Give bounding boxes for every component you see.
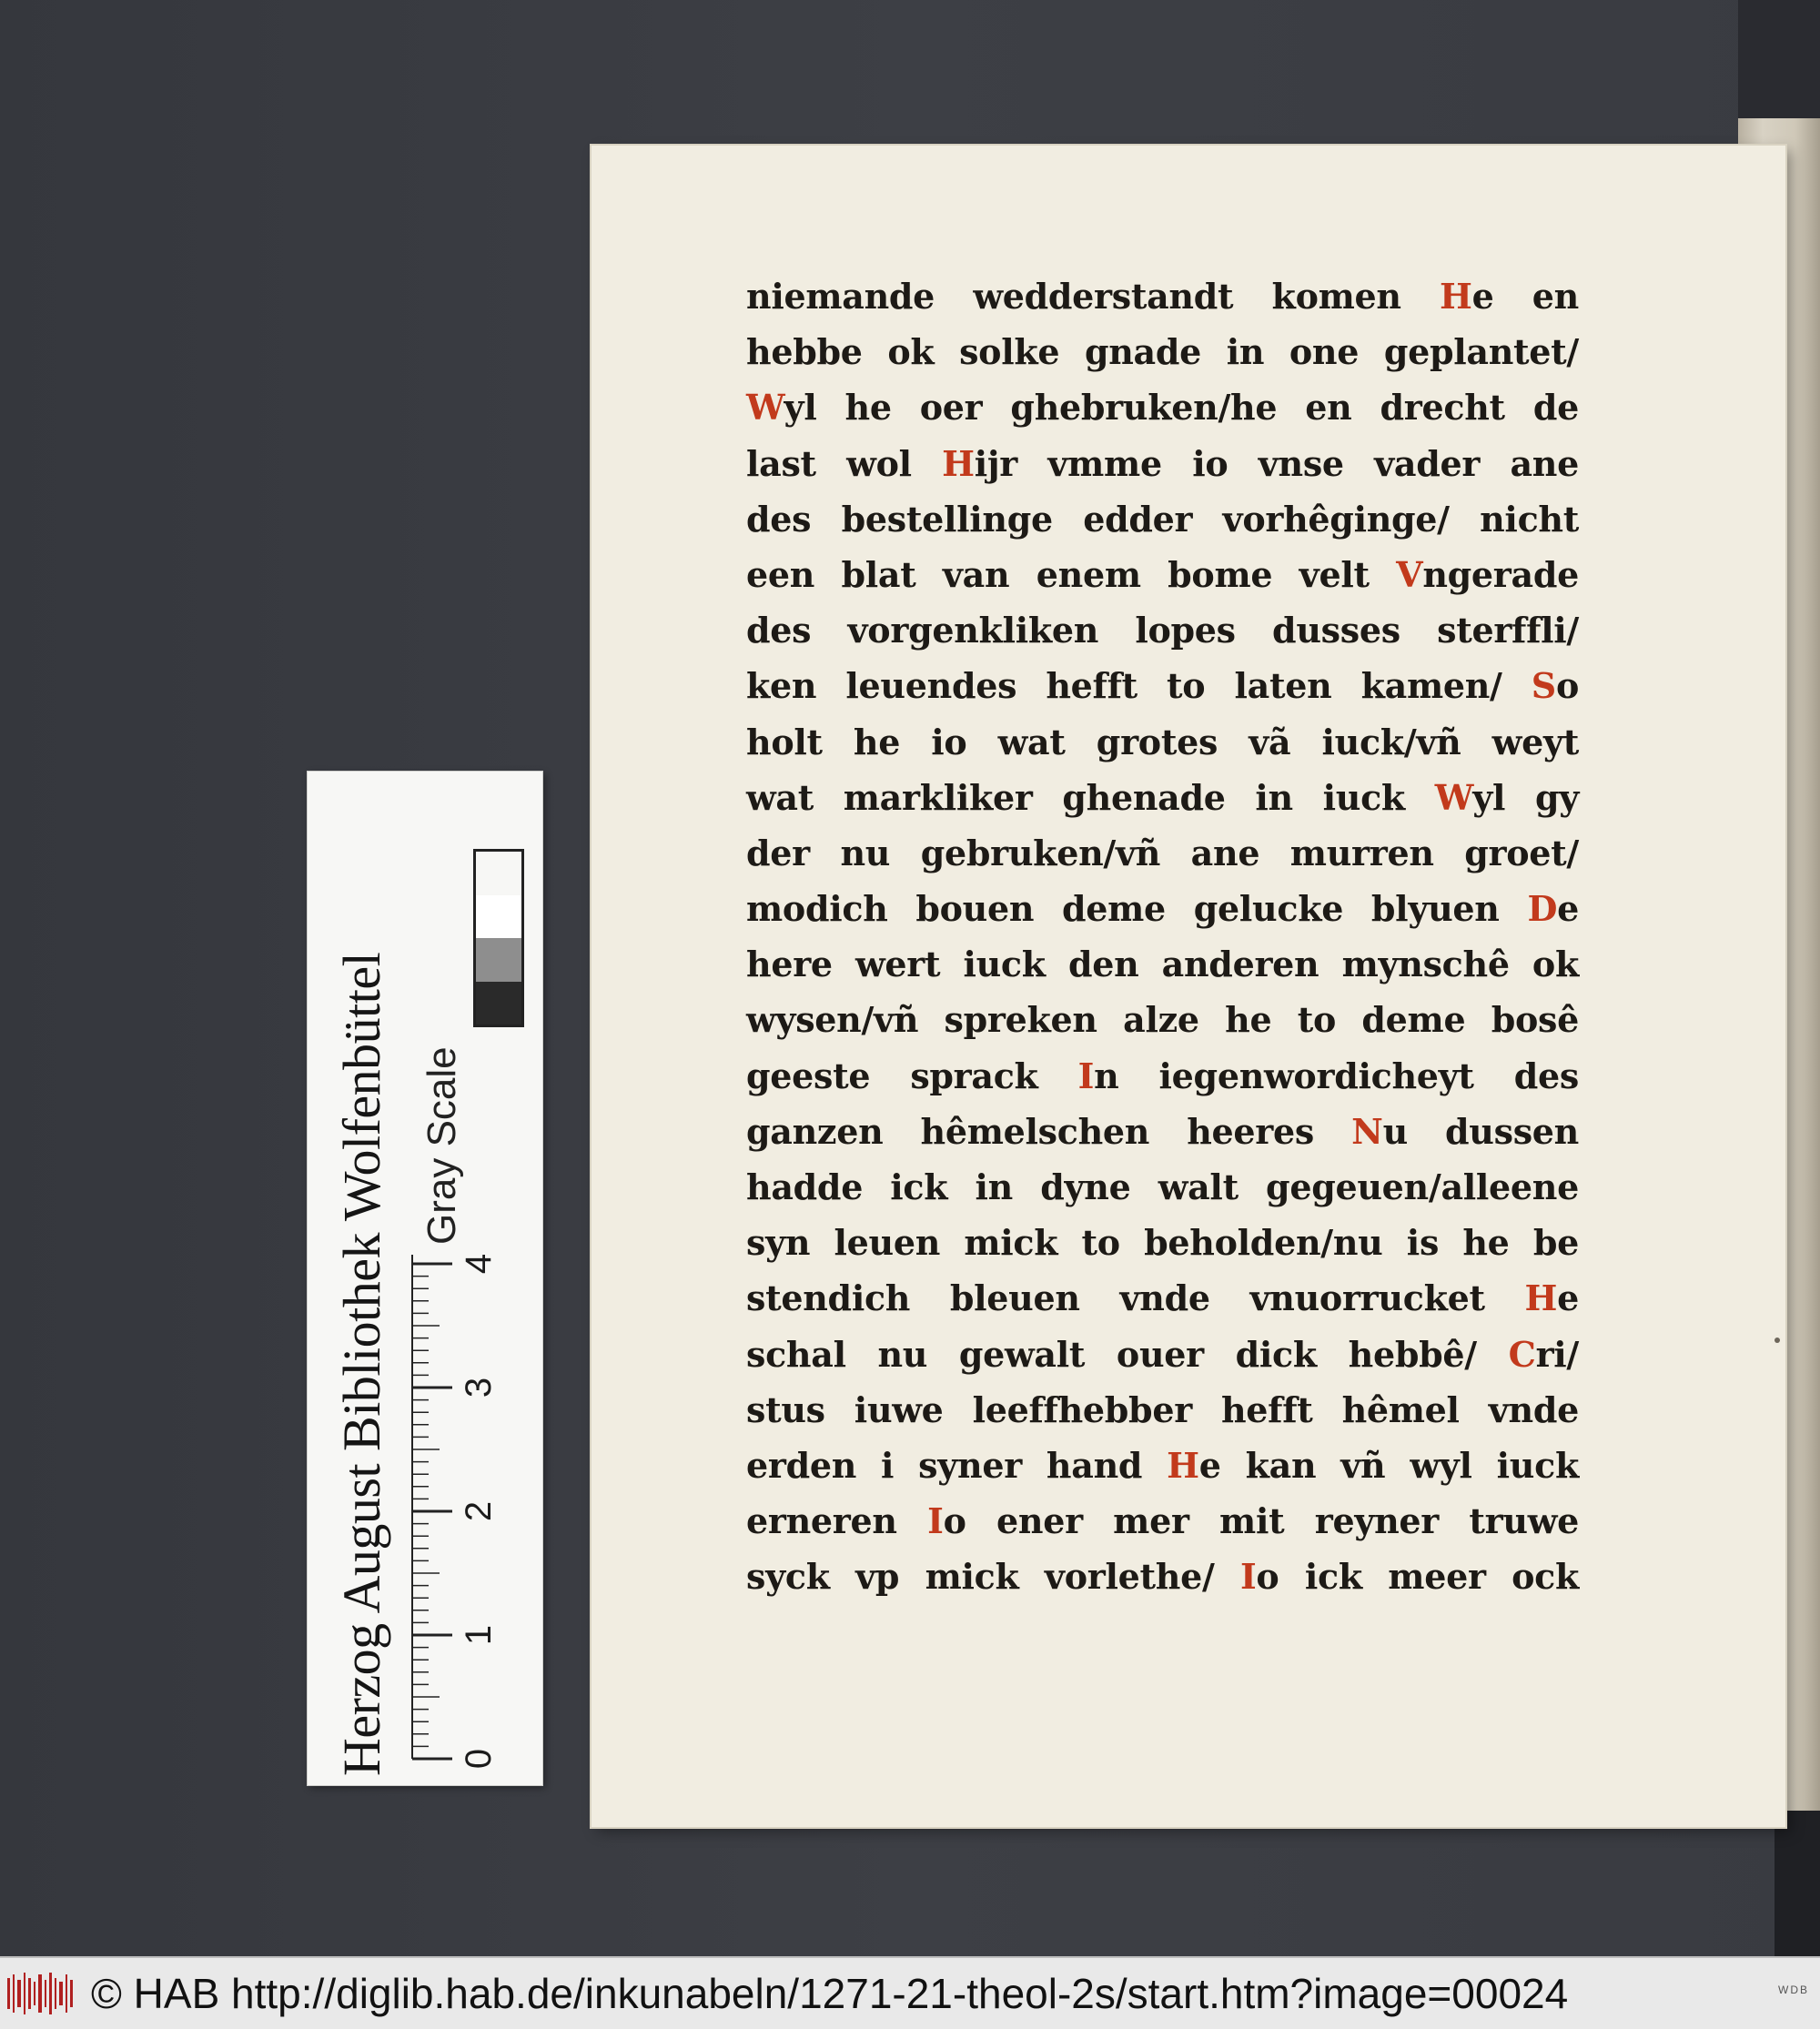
gray-swatches bbox=[473, 849, 524, 1027]
swatch-4 bbox=[476, 982, 521, 1025]
text-line bbox=[746, 1048, 1579, 1104]
line-text: e bbox=[1557, 888, 1579, 930]
text-line bbox=[746, 491, 1579, 547]
line-text: e en bbox=[1471, 276, 1580, 317]
text-line bbox=[746, 1215, 1579, 1270]
line-text: ganzen hêmelschen heeres bbox=[746, 1110, 1352, 1152]
rubricated-initial: I bbox=[1077, 1055, 1095, 1096]
line-text: erden i syner hand bbox=[746, 1444, 1168, 1486]
text-line bbox=[746, 936, 1579, 992]
line-text: here wert iuck den anderen mynschê ok bbox=[746, 944, 1579, 985]
ruler-number: 4 bbox=[459, 1254, 499, 1275]
gray-scale-label: Gray Scale bbox=[420, 1046, 464, 1245]
rubricated-initial: I bbox=[927, 1500, 944, 1542]
rubricated-initial: C bbox=[1508, 1333, 1536, 1375]
rubricated-initial: I bbox=[1239, 1556, 1257, 1598]
rubricated-initial: S bbox=[1531, 665, 1556, 707]
text-line bbox=[746, 1327, 1579, 1382]
line-text: ngerade bbox=[1422, 553, 1579, 595]
line-text: last wol bbox=[746, 442, 943, 484]
line-text: modich bouen deme gelucke blyuen bbox=[746, 888, 1528, 930]
text-line bbox=[746, 658, 1579, 713]
text-line bbox=[746, 881, 1579, 936]
line-text: o ick meer ock bbox=[1256, 1556, 1579, 1598]
line-text: e kan vñ wyl iuck bbox=[1198, 1444, 1579, 1486]
line-text: yl gy bbox=[1472, 776, 1579, 818]
rubricated-initial: H bbox=[1167, 1444, 1199, 1486]
line-text: n iegenwordicheyt des bbox=[1094, 1055, 1579, 1096]
line-text: een blat van enem bome velt bbox=[746, 553, 1397, 595]
text-block bbox=[746, 268, 1579, 1605]
line-text: niemande wedderstandt komen bbox=[746, 276, 1441, 317]
gray-scale-card bbox=[308, 772, 542, 1785]
text-line bbox=[746, 825, 1579, 881]
swatch-1 bbox=[476, 852, 521, 895]
line-text: wat markliker ghenade in iuck bbox=[746, 776, 1435, 818]
line-text: schal nu gewalt ouer dick hebbê/ bbox=[746, 1333, 1509, 1375]
text-line bbox=[746, 1159, 1579, 1215]
line-text: wysen/vñ spreken alze he to deme bosê bbox=[746, 999, 1579, 1041]
rubricated-initial: H bbox=[1524, 1277, 1558, 1319]
line-text: ken leuendes hefft to laten kamen/ bbox=[746, 665, 1532, 707]
line-text: stus iuwe leeffhebber hefft hêmel vnde bbox=[746, 1388, 1579, 1430]
rubricated-initial: V bbox=[1396, 553, 1423, 595]
ruler-graphic bbox=[403, 1254, 503, 1772]
text-line bbox=[746, 770, 1579, 825]
manuscript-page bbox=[592, 146, 1785, 1827]
text-line bbox=[746, 1104, 1579, 1159]
line-text: holt he io wat grotes vã iuck/vñ weyt bbox=[746, 721, 1579, 762]
rubricated-initial: D bbox=[1527, 888, 1558, 930]
line-text: ijr vmme io vnse vader ane bbox=[974, 442, 1579, 484]
line-text: e bbox=[1557, 1277, 1579, 1319]
text-line bbox=[746, 1438, 1579, 1493]
binding-top bbox=[1738, 0, 1820, 136]
binding-bottom bbox=[1774, 1811, 1820, 1956]
ruler-number: 0 bbox=[459, 1748, 499, 1770]
rubricated-initial: N bbox=[1351, 1110, 1383, 1152]
line-text: stendich bleuen vnde vnuorrucket bbox=[746, 1277, 1525, 1319]
line-text: o ener mer mit reyner truwe bbox=[943, 1500, 1579, 1542]
text-line bbox=[746, 602, 1579, 658]
text-line bbox=[746, 1493, 1579, 1549]
text-line bbox=[746, 436, 1579, 491]
footer-mark: WDB bbox=[1778, 1984, 1809, 1996]
rubricated-initial: W bbox=[746, 387, 784, 429]
card-title: Herzog August Bibliothek Wolfenbüttel bbox=[332, 952, 391, 1776]
ruler-number: 3 bbox=[459, 1377, 499, 1398]
line-text: geeste sprack bbox=[746, 1055, 1078, 1096]
text-line bbox=[746, 1549, 1579, 1604]
footer-copyright-url[interactable]: © HAB http://diglib.hab.de/inkunabeln/1271-21-theol-2s/start.htm?image=00024 bbox=[91, 1970, 1569, 2017]
rubricated-initial: W bbox=[1434, 776, 1473, 818]
swatch-3 bbox=[476, 938, 521, 982]
text-line bbox=[746, 547, 1579, 602]
ruler-number: 1 bbox=[459, 1624, 499, 1646]
text-line bbox=[746, 714, 1579, 770]
rubricated-initial: H bbox=[1440, 276, 1472, 317]
text-line bbox=[746, 1270, 1579, 1326]
text-line bbox=[746, 324, 1579, 379]
line-text: des bestellinge edder vorhêginge/ nicht bbox=[746, 498, 1579, 540]
barcode-icon bbox=[5, 1971, 78, 2016]
line-text: des vorgenkliken lopes dusses sterffli/ bbox=[746, 610, 1579, 651]
page-mark bbox=[1774, 1338, 1780, 1343]
text-line bbox=[746, 992, 1579, 1047]
text-line bbox=[746, 1382, 1579, 1438]
line-text: syn leuen mick to beholden/nu is he be bbox=[746, 1222, 1579, 1264]
line-text: yl he oer ghebruken/he en drecht de bbox=[784, 387, 1579, 429]
line-text: der nu gebruken/vñ ane murren groet/ bbox=[746, 832, 1579, 873]
line-text: syck vp mick vorlethe/ bbox=[746, 1556, 1240, 1598]
rubricated-initial: H bbox=[942, 442, 975, 484]
cm-ruler bbox=[403, 1254, 503, 1772]
ruler-number: 2 bbox=[459, 1500, 499, 1522]
swatch-2 bbox=[476, 895, 521, 939]
line-text: hebbe ok solke gnade in one geplantet/ bbox=[746, 331, 1579, 373]
footer-bar bbox=[0, 1956, 1820, 2029]
line-text: erneren bbox=[746, 1500, 928, 1542]
line-text: ri/ bbox=[1535, 1333, 1579, 1375]
line-text: u dussen bbox=[1382, 1110, 1579, 1152]
text-line bbox=[746, 379, 1579, 435]
text-line bbox=[746, 268, 1579, 324]
line-text: hadde ick in dyne walt gegeuen/alleene bbox=[746, 1166, 1579, 1207]
line-text: o bbox=[1555, 665, 1579, 707]
